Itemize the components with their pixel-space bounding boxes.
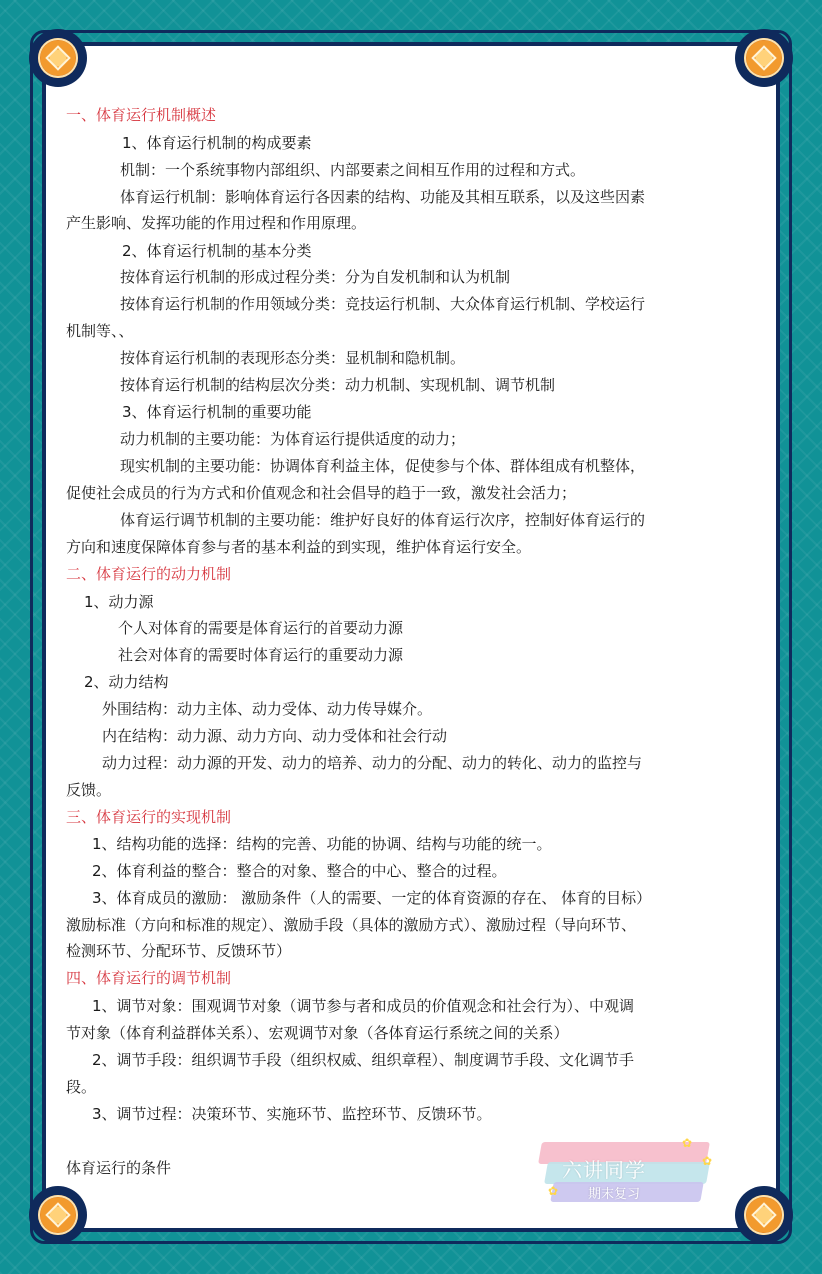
text-line: 体育运行的条件 (66, 1159, 172, 1177)
corner-ornament-icon (29, 1186, 87, 1244)
text-line: 按体育运行机制的作用领域分类：竞技运行机制、大众体育运行机制、学校运行 (120, 295, 646, 313)
text-line: 3、体育运行机制的重要功能 (122, 403, 312, 421)
text-line: 节对象（体育利益群体关系）、宏观调节对象（各体育运行系统之间的关系） (66, 1024, 569, 1042)
sparkle-icon: ✿ (682, 1136, 693, 1150)
text-line: 段。 (66, 1078, 97, 1096)
corner-ornament-icon (735, 29, 793, 87)
text-line: 内在结构：动力源、动力方向、动力受体和社会行动 (102, 727, 448, 745)
text-line: 按体育运行机制的形成过程分类：分为自发机制和认为机制 (120, 268, 511, 286)
watermark-subtitle: 期末复习 (588, 1187, 641, 1202)
text-line: 外围结构：动力主体、动力受体、动力传导媒介。 (102, 700, 433, 718)
text-line: 2、调节手段：组织调节手段（组织权威、组织章程）、制度调节手段、文化调节手 (92, 1051, 635, 1069)
text-line: 2、动力结构 (84, 673, 169, 691)
text-line: 个人对体育的需要是体育运行的首要动力源 (118, 619, 404, 637)
text-line: 现实机制的主要功能：协调体育利益主体，促使参与个体、群体组成有机整体， (120, 457, 646, 475)
text-line: 动力机制的主要功能：为体育运行提供适度的动力； (120, 430, 466, 448)
text-line: 促使社会成员的行为方式和价值观念和社会倡导的趋于一致，激发社会活力； (66, 484, 577, 502)
text-line: 反馈。 (66, 781, 112, 799)
text-line: 按体育运行机制的结构层次分类：动力机制、实现机制、调节机制 (120, 376, 556, 394)
sparkle-icon: ✿ (702, 1154, 713, 1168)
text-line: 2、体育运行机制的基本分类 (122, 242, 312, 260)
text-line: 社会对体育的需要时体育运行的重要动力源 (118, 646, 404, 664)
section-heading: 四、体育运行的调节机制 (66, 969, 232, 987)
text-line: 体育运行机制：影响体育运行各因素的结构、功能及其相互联系，以及这些因素 (120, 188, 646, 206)
text-line: 1、调节对象：围观调节对象（调节参与者和成员的价值观念和社会行为）、中观调 (92, 997, 635, 1015)
text-line: 按体育运行机制的表现形态分类：显机制和隐机制。 (120, 349, 466, 367)
text-line: 3、调节过程：决策环节、实施环节、监控环节、反馈环节。 (92, 1105, 492, 1123)
section-heading: 二、体育运行的动力机制 (66, 565, 232, 583)
text-line: 1、结构功能的选择：结构的完善、功能的协调、结构与功能的统一。 (92, 835, 552, 853)
text-line: 机制等、、 (66, 322, 134, 340)
text-line: 1、动力源 (84, 593, 154, 611)
corner-ornament-icon (735, 1186, 793, 1244)
text-line: 3、体育成员的激励： 激励条件（人的需要、一定的体育资源的存在、 体育的目标） (92, 889, 652, 907)
text-line: 机制：一个系统事物内部组织、内部要素之间相互作用的过程和方式。 (120, 161, 586, 179)
text-line: 检测环节、分配环节、反馈环节） (66, 942, 292, 960)
text-line: 动力过程：动力源的开发、动力的培养、动力的分配、动力的转化、动力的监控与 (102, 754, 643, 772)
text-line: 方向和速度保障体育参与者的基本利益的到实现，维护体育运行安全。 (66, 538, 532, 556)
corner-ornament-icon (29, 29, 87, 87)
brand-watermark (540, 1136, 713, 1208)
watermark-title: 六讲同学 (562, 1158, 646, 1182)
text-line: 2、体育利益的整合：整合的对象、整合的中心、整合的过程。 (92, 862, 507, 880)
text-line: 产生影响、发挥功能的作用过程和作用原理。 (66, 214, 367, 232)
section-heading: 一、体育运行机制概述 (66, 106, 217, 124)
text-line: 1、体育运行机制的构成要素 (122, 134, 312, 152)
section-heading: 三、体育运行的实现机制 (66, 808, 232, 826)
sparkle-icon: ✿ (548, 1184, 559, 1198)
text-line: 激励标准（方向和标准的规定）、激励手段（具体的激励方式）、激励过程（导向环节、 (66, 916, 637, 934)
text-line: 体育运行调节机制的主要功能：维护好良好的体育运行次序，控制好体育运行的 (120, 511, 646, 529)
